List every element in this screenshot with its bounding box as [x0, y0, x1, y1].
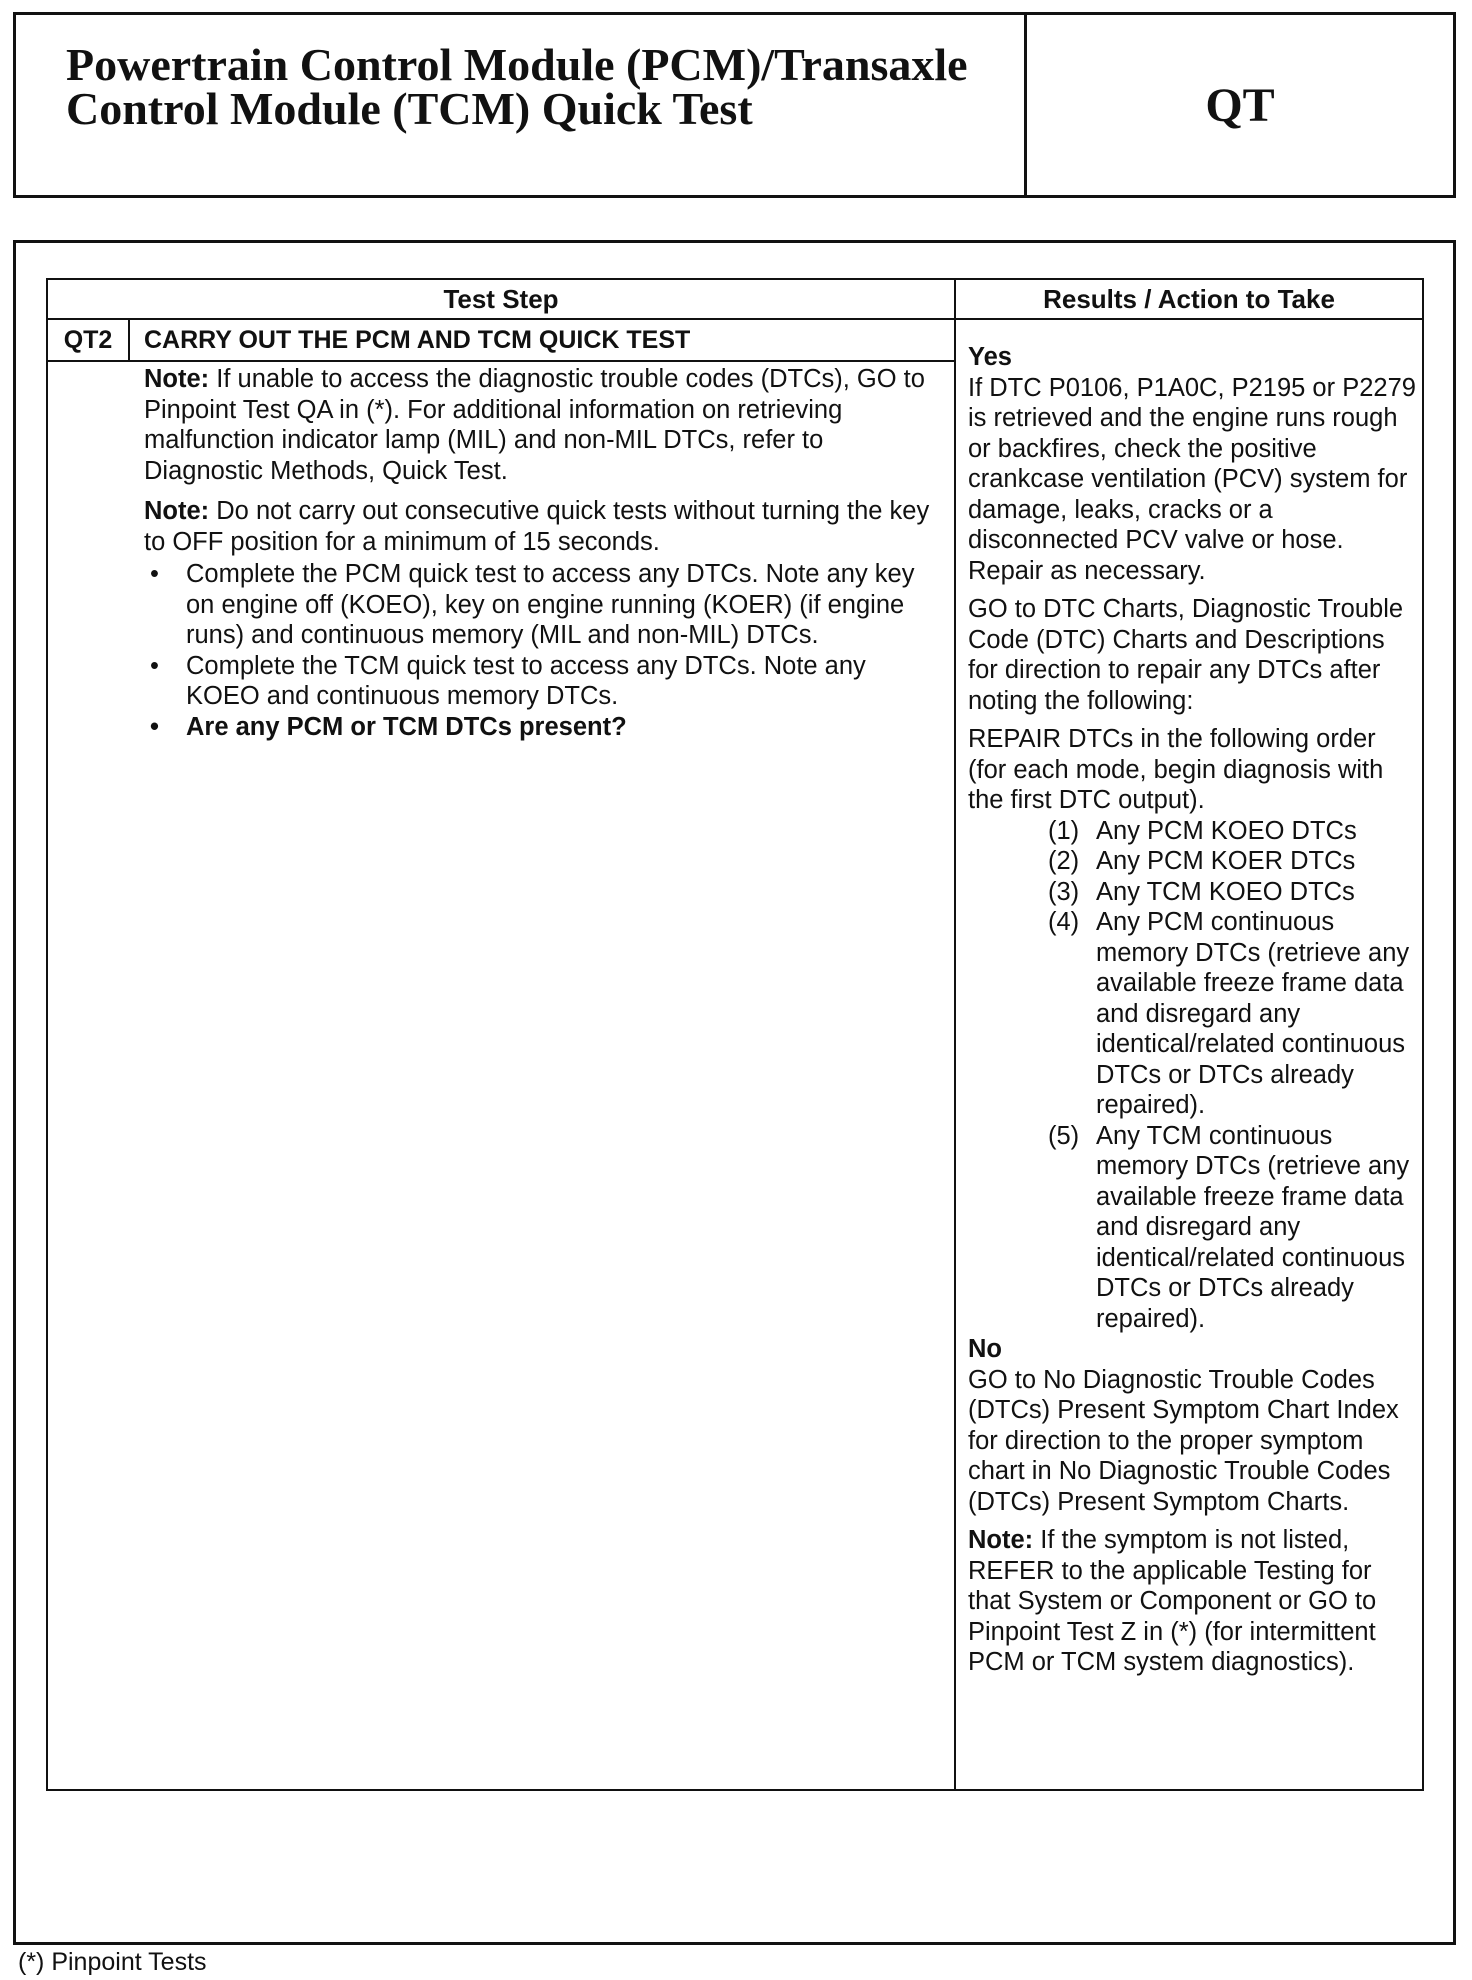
- repair-order-item: [1048, 877, 1418, 908]
- note-1-text: If unable to access the diagnostic trouble codes (DTCs), GO to Pinpoint Test QA in (*). For additional information on retrieving malfunction indicator lamp (MIL) and non-MIL DTCs, refer to Diagnostic Methods, Quick Test.: [144, 365, 925, 485]
- page-header: [13, 12, 1456, 198]
- step-rule: [48, 360, 954, 362]
- repair-order-number: (3): [1048, 877, 1080, 906]
- page-title: Powertrain Control Module (PCM)/Transaxle Control Module (TCM) Quick Test: [66, 39, 968, 134]
- test-step-table: [46, 278, 1424, 1791]
- repair-order-number: (2): [1048, 847, 1080, 875]
- note-3-text: If the symptom is not listed, REFER to the applicable Testing for that System or Component or GO to Pinpoint Test Z in (*) (for intermittent PCM or TCM system diagnostics).: [968, 1526, 1377, 1676]
- repair-order-number: (4): [1048, 908, 1080, 936]
- test-step-bullets: [144, 559, 944, 742]
- column-header-test-step: Test Step: [443, 284, 559, 314]
- footnote: (*) Pinpoint Tests: [18, 1948, 207, 1976]
- repair-order-text: Any PCM KOEO DTCs: [1096, 816, 1357, 845]
- bullet-item: • Complete the TCM quick test to access any DTCs. Note any KOEO and continuous memory DTCs.: [144, 651, 944, 712]
- repair-order-text: Any PCM continuous memory DTCs (retrieve any available freeze frame data and disregard any identical/related continuous DTCs or DTCs already repaired).: [1096, 908, 1410, 1119]
- note-label: Note:: [144, 365, 210, 393]
- repair-order-item: [1048, 907, 1418, 1121]
- note-label: Note:: [968, 1526, 1034, 1554]
- repair-order-text: Any TCM continuous memory DTCs (retrieve any available freeze frame data and disregard any identical/related continuous DTCs or DTCs already repaired).: [1096, 1121, 1410, 1333]
- repair-order-text: Any TCM KOEO DTCs: [1096, 877, 1355, 906]
- step-id-divider: [128, 318, 130, 361]
- no-text: GO to No Diagnostic Trouble Codes (DTCs) Present Symptom Chart Index for direction to the proper symptom chart in No Diagnostic Trouble Codes (DTCs) Present Symptom Charts.: [968, 1365, 1399, 1516]
- column-divider: [954, 280, 956, 1789]
- note-1: [144, 364, 944, 486]
- yes-text-2: GO to DTC Charts, Diagnostic Trouble Code (DTC) Charts and Descriptions for direction to repair any DTCs after noting the following:: [968, 595, 1404, 715]
- repair-order-list: [968, 816, 1418, 1335]
- step-id: QT2: [63, 326, 113, 354]
- no-label: No: [968, 1335, 1002, 1363]
- note-2: [144, 496, 944, 557]
- test-step-body: [144, 364, 944, 742]
- note-label: Note:: [144, 497, 210, 525]
- section-code: QT: [1205, 78, 1275, 132]
- yes-text-3: REPAIR DTCs in the following order (for each mode, begin diagnosis with the first DTC output).: [968, 725, 1384, 814]
- step-title: CARRY OUT THE PCM AND TCM QUICK TEST: [144, 326, 691, 354]
- repair-order-item: [1048, 846, 1418, 877]
- repair-order-number: (5): [1048, 1121, 1080, 1150]
- repair-order-text: Any PCM KOER DTCs: [1096, 847, 1356, 875]
- column-header-results: Results / Action to Take: [1043, 284, 1335, 314]
- bullet-item: • Complete the PCM quick test to access any DTCs. Note any key on engine off (KOEO), key on engine running (KOER) (if engine runs) and continuous memory (MIL and non-MIL) DTCs.: [144, 559, 944, 651]
- note-2-text: Do not carry out consecutive quick tests without turning the key to OFF position for a minimum of 15 seconds.: [144, 497, 930, 556]
- repair-order-item: [1048, 1121, 1418, 1335]
- repair-order-number: (1): [1048, 816, 1080, 845]
- yes-label: Yes: [968, 343, 1012, 371]
- repair-order-item: [1048, 816, 1418, 847]
- yes-text-1: If DTC P0106, P1A0C, P2195 or P2279 is retrieved and the engine runs rough or backfires, check the positive crankcase ventilation (PCV) system for damage, leaks, cracks or a disconnected PCV valve or hose. Repair as necessary.: [968, 373, 1416, 585]
- note-3: [968, 1525, 1418, 1678]
- results-body: [968, 342, 1418, 1678]
- bullet-question: • Are any PCM or TCM DTCs present?: [144, 712, 944, 743]
